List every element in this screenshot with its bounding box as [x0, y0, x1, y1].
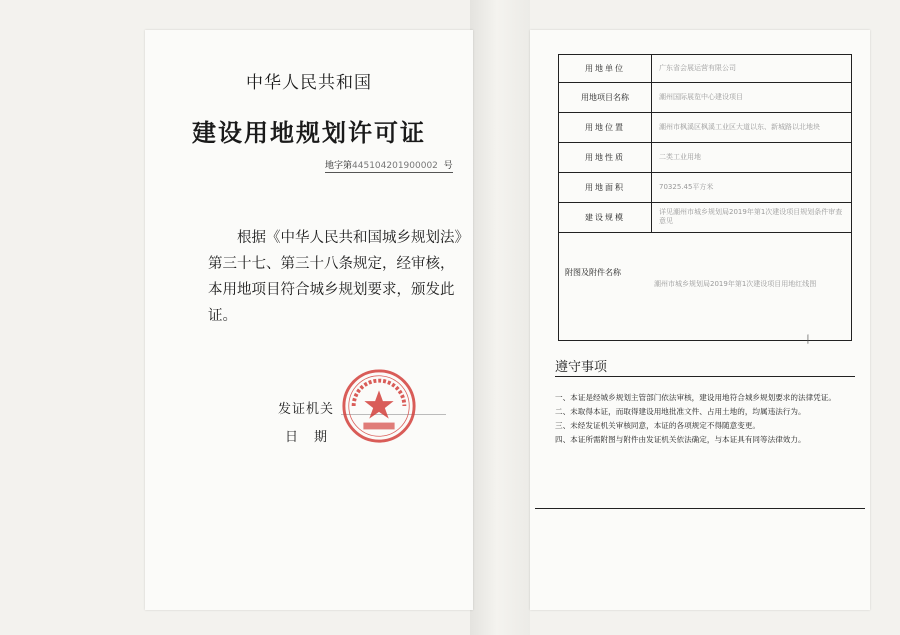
field-value: 二类工业用地 — [659, 152, 701, 161]
field-value: 详见潮州市城乡规划局2019年第1次建设项目规划条件审查意见 — [659, 208, 843, 225]
date-label: 日期 — [285, 430, 344, 445]
field-value: 潮州市枫溪区枫溪工业区大道以东、新城路以北地块 — [659, 122, 820, 131]
certificate-body: 根据《中华人民共和国城乡规划法》第三十七、第三十八条规定，经审核，本用地项目符合城乡规划要求，颁发此证。 — [208, 230, 462, 324]
attachments-value: 潮州市城乡规划局2019年第1次建设项目用地红线图 — [654, 280, 817, 288]
field-label: 用地性质 — [559, 142, 652, 172]
cert-number-value: 445104201900002 — [352, 161, 438, 171]
field-value: 70325.45平方米 — [659, 182, 714, 191]
field-value: 潮州国际展览中心建设项目 — [659, 92, 743, 101]
list-item: 三、未经发证机关审核同意，本证的各项规定不得随意变更。 — [555, 421, 761, 430]
bottom-divider — [535, 508, 865, 509]
table-row — [559, 172, 851, 203]
margin-mark: 丨 — [803, 335, 813, 346]
book-gutter — [470, 0, 530, 635]
table-row — [559, 202, 851, 233]
official-seal-icon — [340, 367, 418, 445]
list-item: 四、本证所需附图与附件由发证机关依法确定，与本证具有同等法律效力。 — [555, 435, 806, 444]
cert-prefix: 地字第 — [325, 161, 353, 171]
field-label: 建设规模 — [559, 202, 652, 232]
field-label: 用地项目名称 — [559, 82, 652, 112]
field-label: 用地单位 — [559, 55, 652, 82]
certificate-detail-page — [530, 30, 870, 610]
issuer-label: 发证机关 — [278, 402, 335, 417]
certificate-title: 建设用地规划许可证 — [192, 118, 426, 147]
country-name: 中华人民共和国 — [246, 73, 372, 93]
field-table — [558, 54, 852, 346]
list-item: 二、未取得本证，而取得建设用地批准文件、占用土地的，均属违法行为。 — [555, 407, 806, 416]
cert-suffix: 号 — [443, 161, 453, 171]
table-row — [559, 82, 851, 113]
certificate-cover-page — [145, 30, 473, 610]
notice-title: 遵守事项 — [555, 360, 608, 375]
list-item: 一、本证是经城乡规划主管部门依法审核，建设用地符合城乡规划要求的法律凭证。 — [555, 393, 836, 402]
certificate-number — [325, 158, 453, 173]
notice-divider — [555, 376, 855, 377]
attachments-label: 附图及附件名称 — [565, 268, 621, 277]
table-row — [559, 55, 851, 83]
table-row — [559, 142, 851, 173]
field-label: 用地面积 — [559, 172, 652, 202]
field-value: 广东省会展运营有限公司 — [659, 64, 736, 72]
table-row — [559, 112, 851, 143]
field-label: 用地位置 — [559, 112, 652, 142]
notice-list — [555, 392, 855, 448]
